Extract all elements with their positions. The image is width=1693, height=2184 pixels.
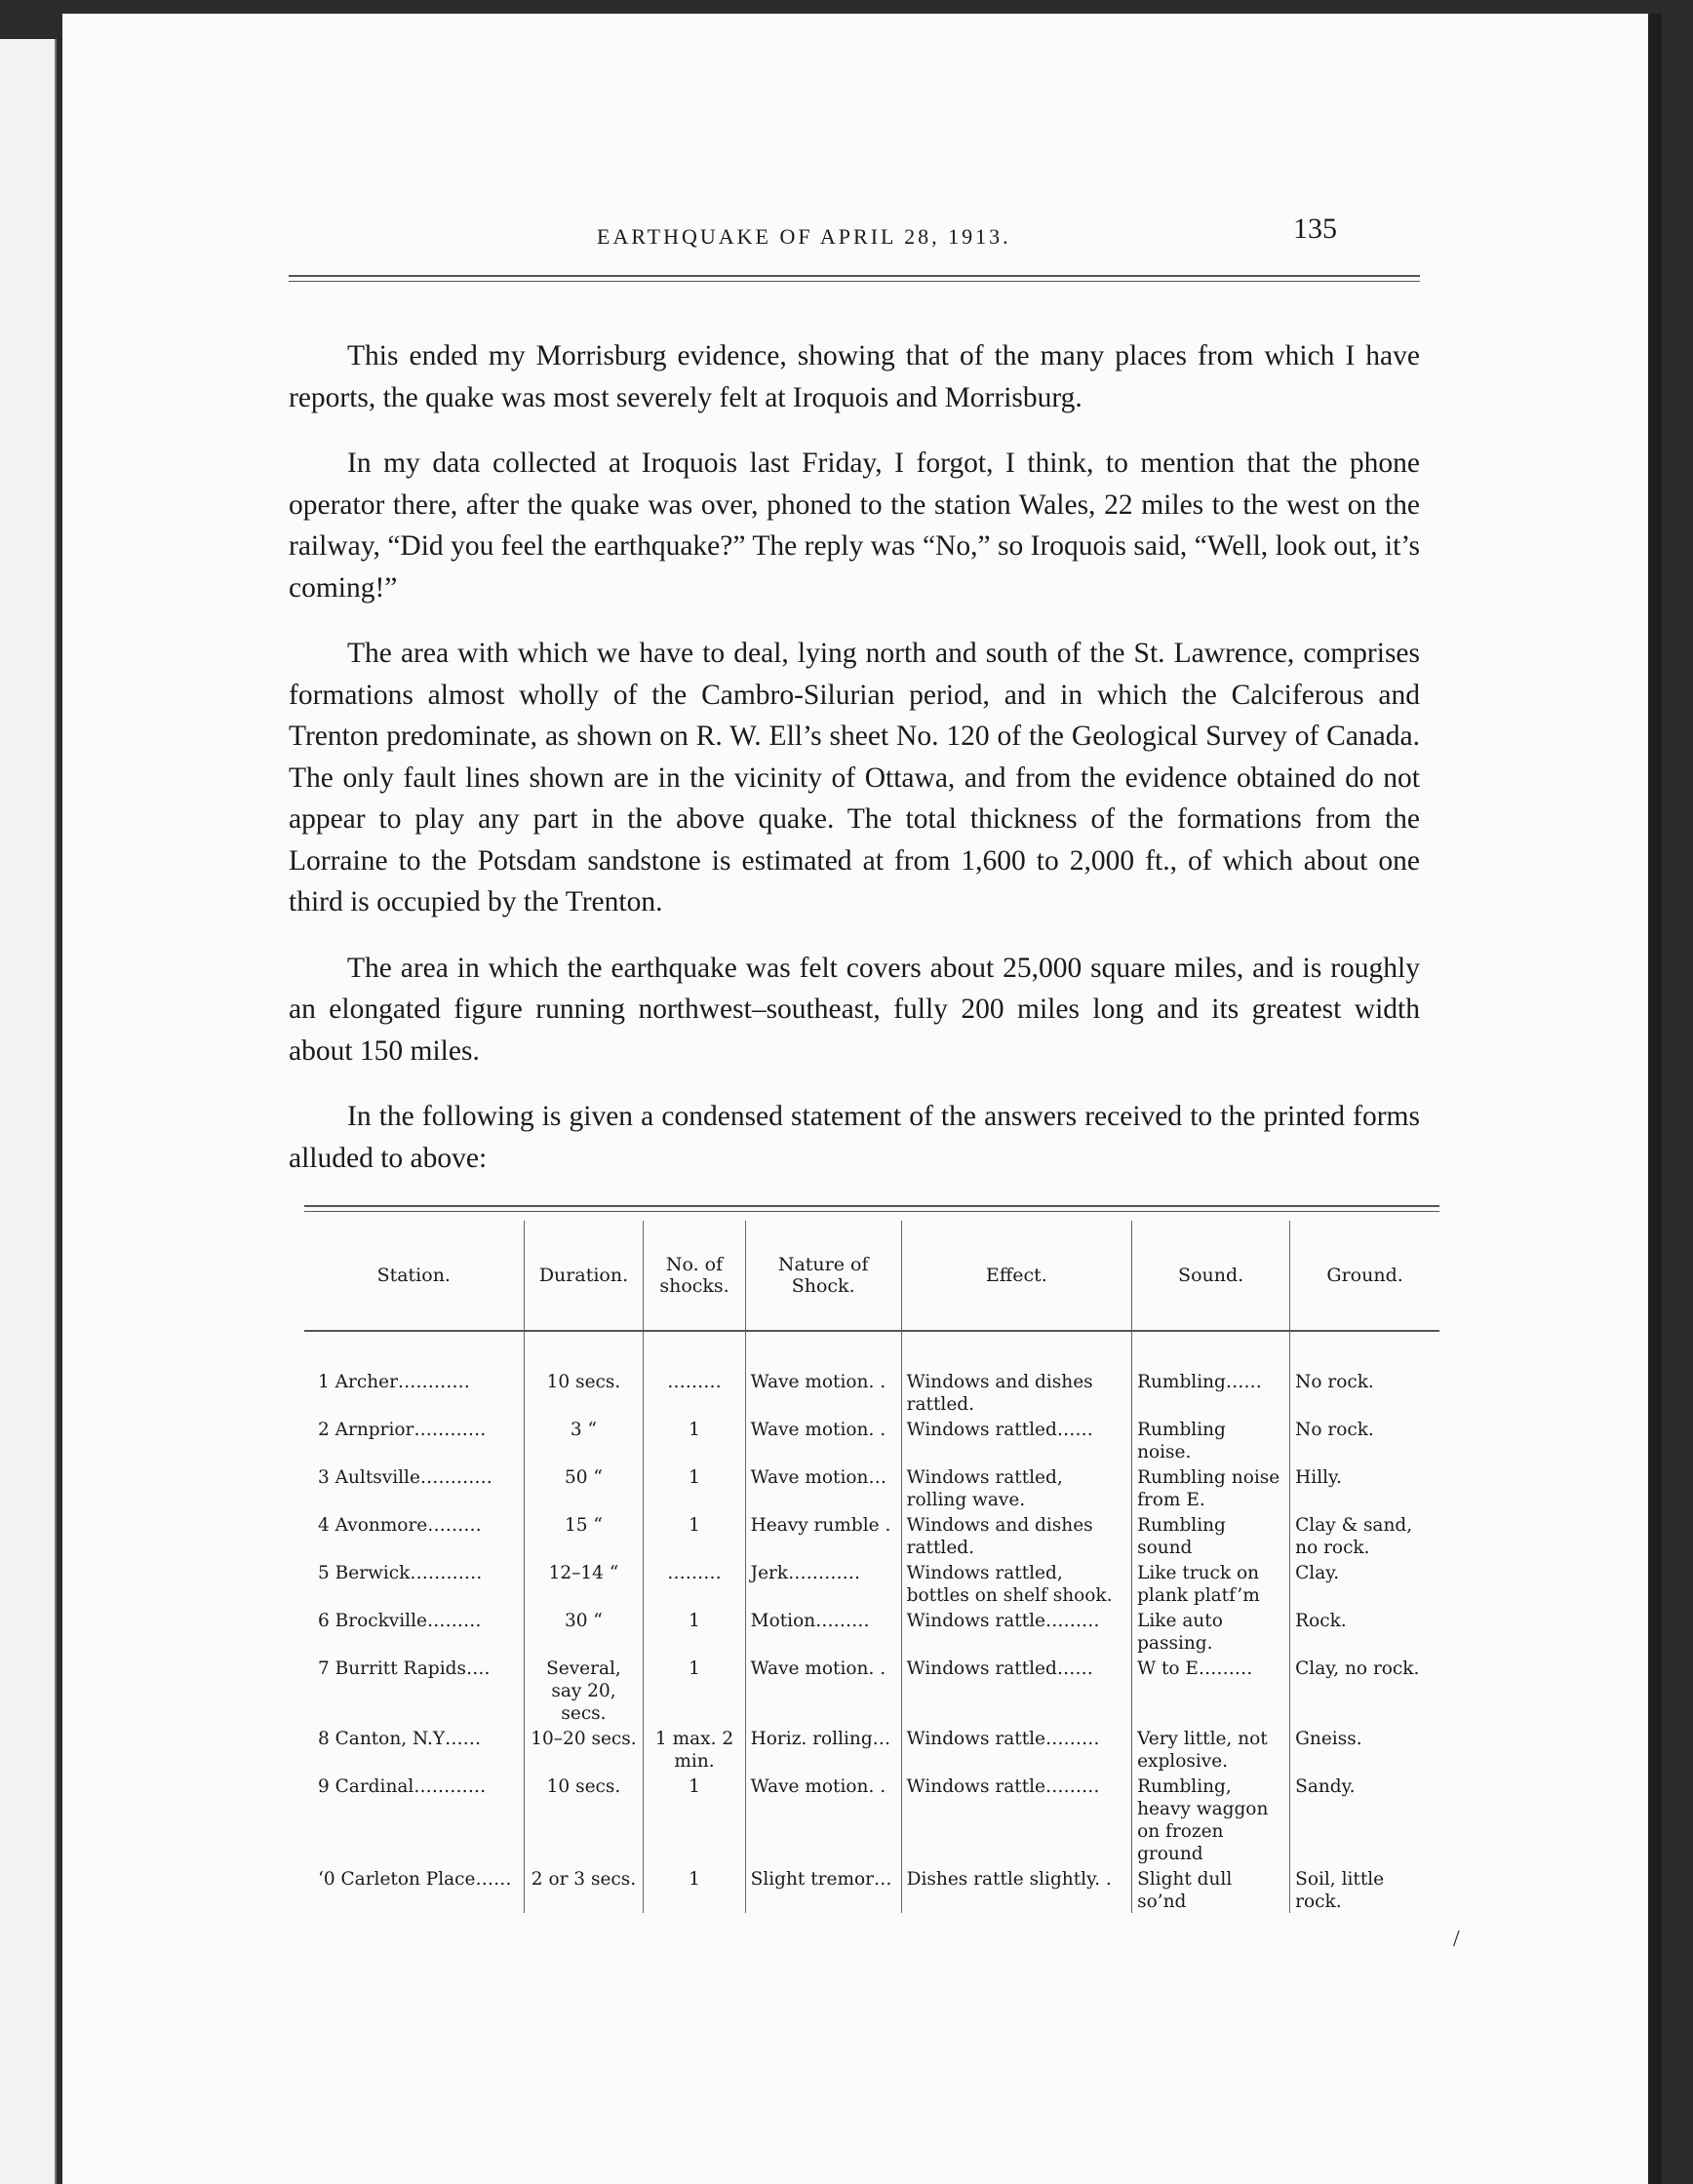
cell-sound: Very little, not explosive. <box>1132 1725 1290 1773</box>
table-row <box>304 1865 1439 1913</box>
cell-effect: Windows rattle……… <box>901 1725 1131 1773</box>
cell-nature: Wave motion. . <box>745 1655 901 1725</box>
cell-station: 1 Archer………… <box>318 1372 470 1392</box>
header-ground: Ground. <box>1290 1221 1439 1331</box>
cell-station: 5 Berwick………… <box>318 1563 483 1583</box>
cell-duration: 2 or 3 secs. <box>524 1865 644 1913</box>
cell-station: ‘0 Carleton Place…… <box>318 1869 512 1890</box>
cell-effect: Windows rattle……… <box>901 1607 1131 1655</box>
cell-shocks: 1 <box>644 1463 745 1511</box>
cell-station: 2 Arnprior………… <box>318 1420 487 1440</box>
cell-shocks: 1 <box>644 1655 745 1725</box>
page-number: 135 <box>1293 213 1337 245</box>
cell-sound: Slight dull so’nd <box>1132 1865 1290 1913</box>
table-row <box>304 1331 1439 1416</box>
cell-station: 7 Burritt Rapids…. <box>318 1658 491 1679</box>
cell-duration: 30 “ <box>524 1607 644 1655</box>
cell-sound: Like truck on plank platf’m <box>1132 1559 1290 1607</box>
cell-sound: Rumbling…… <box>1132 1331 1290 1416</box>
paragraph: In the following is given a condensed statement of the answers received to the printed forms alluded to above: <box>289 1101 1420 1174</box>
cell-station: 3 Aultsville………… <box>318 1467 492 1488</box>
cell-ground: No rock. <box>1290 1416 1439 1463</box>
cell-shocks: 1 <box>644 1865 745 1913</box>
cell-duration: 10 secs. <box>524 1331 644 1416</box>
cell-duration: 15 “ <box>524 1511 644 1559</box>
table-row <box>304 1559 1439 1607</box>
cell-nature: Motion……… <box>745 1607 901 1655</box>
cell-duration: 10–20 secs. <box>524 1725 644 1773</box>
cell-station: 9 Cardinal………… <box>318 1776 487 1797</box>
cell-duration: Several, say 20, secs. <box>524 1655 644 1725</box>
book-page <box>62 14 1662 2184</box>
cell-station: 6 Brockville……… <box>318 1611 482 1631</box>
cell-sound: Rumbling noise from E. <box>1132 1463 1290 1511</box>
cell-nature: Slight tremor… <box>745 1865 901 1913</box>
cell-duration: 12–14 “ <box>524 1559 644 1607</box>
cell-effect: Windows and dishes rattled. <box>901 1511 1131 1559</box>
cell-nature: Wave motion. . <box>745 1416 901 1463</box>
paragraph: The area with which we have to deal, lying north and south of the St. Lawrence, comprises formations almost wholly of the Cambro-Silurian period, and in which the Calciferous and Trenton predominate, as shown on R. W. Ell’s sheet No. 120 of the Geological Survey of Canada. The only fault lines shown are in the vicinity of Ottawa, and from the evidence obtained do not appear to play any part in the above quake. The total thickness of the formations from the Lorraine to the Potsdam sandstone is estimated at from 1,600 to 2,000 ft., of which about one third is occupied by the Trenton. <box>289 638 1420 917</box>
table-row <box>304 1511 1439 1559</box>
cell-ground: Hilly. <box>1290 1463 1439 1511</box>
cell-nature: Wave motion. . <box>745 1331 901 1416</box>
cell-nature: Heavy rumble . <box>745 1511 901 1559</box>
cell-ground: Gneiss. <box>1290 1725 1439 1773</box>
cell-ground: Rock. <box>1290 1607 1439 1655</box>
cell-station: 4 Avonmore……… <box>318 1515 482 1536</box>
cell-station: 8 Canton, N.Y…… <box>318 1729 482 1749</box>
cell-ground: No rock. <box>1290 1331 1439 1416</box>
table-top-rule-thin <box>304 1211 1439 1212</box>
paragraph: The area in which the earthquake was felt covers about 25,000 square miles, and is roughly an elongated figure running northwest–southeast, fully 200 miles long and its greatest width about 150 miles. <box>289 952 1420 1067</box>
cell-ground: Sandy. <box>1290 1773 1439 1865</box>
cell-ground: Soil, little rock. <box>1290 1865 1439 1913</box>
cell-duration: 3 “ <box>524 1416 644 1463</box>
cell-shocks: ……… <box>644 1331 745 1416</box>
body-text <box>289 335 1420 1203</box>
table-row <box>304 1725 1439 1773</box>
table-row <box>304 1655 1439 1725</box>
table-row <box>304 1773 1439 1865</box>
cell-sound: Rumbling noise. <box>1132 1416 1290 1463</box>
cell-shocks: 1 <box>644 1607 745 1655</box>
table-header-row <box>304 1221 1439 1331</box>
cell-ground: Clay & sand, no rock. <box>1290 1511 1439 1559</box>
header-station: Station. <box>304 1221 524 1331</box>
header-nature: Nature of Shock. <box>745 1221 901 1331</box>
header-rule-thin <box>289 281 1420 282</box>
cell-shocks: 1 <box>644 1511 745 1559</box>
cell-nature: Wave motion. . <box>745 1773 901 1865</box>
cell-sound: Rumbling, heavy waggon on frozen ground <box>1132 1773 1290 1865</box>
cell-shocks: 1 <box>644 1416 745 1463</box>
header-duration: Duration. <box>524 1221 644 1331</box>
header-sound: Sound. <box>1132 1221 1290 1331</box>
cell-duration: 10 secs. <box>524 1773 644 1865</box>
cell-shocks: 1 max. 2 min. <box>644 1725 745 1773</box>
cell-effect: Windows rattled, rolling wave. <box>901 1463 1131 1511</box>
page-shadow-edge <box>1648 14 1662 2184</box>
header-shocks: No. of shocks. <box>644 1221 745 1331</box>
cell-effect: Windows rattled…… <box>901 1655 1131 1725</box>
cell-sound: W to E……… <box>1132 1655 1290 1725</box>
cell-ground: Clay, no rock. <box>1290 1655 1439 1725</box>
running-title: EARTHQUAKE OF APRIL 28, 1913. <box>597 224 1011 249</box>
table-row <box>304 1416 1439 1463</box>
cell-ground: Clay. <box>1290 1559 1439 1607</box>
cell-duration: 50 “ <box>524 1463 644 1511</box>
cell-sound: Rumbling sound <box>1132 1511 1290 1559</box>
table-top-rule <box>304 1205 1439 1207</box>
cell-shocks: ……… <box>644 1559 745 1607</box>
paragraph: In my data collected at Iroquois last Friday, I forgot, I think, to mention that the phone operator there, after the quake was over, phoned to the station Wales, 22 miles to the west on the railway, “Did you feel the earthquake?” The reply was “No,” so Iroquois said, “Well, look out, it’s coming!” <box>289 448 1420 604</box>
cell-nature: Horiz. rolling… <box>745 1725 901 1773</box>
table-row <box>304 1463 1439 1511</box>
header-rule <box>289 275 1420 277</box>
cell-nature: Jerk………… <box>745 1559 901 1607</box>
table-row <box>304 1607 1439 1655</box>
paragraph: This ended my Morrisburg evidence, showing that of the many places from which I have reports, the quake was most severely felt at Iroquois and Morrisburg. <box>289 340 1420 413</box>
cell-sound: Like auto passing. <box>1132 1607 1290 1655</box>
cell-nature: Wave motion… <box>745 1463 901 1511</box>
cell-effect: Windows and dishes rattled. <box>901 1331 1131 1416</box>
facing-page-edge <box>0 39 57 2184</box>
earthquake-reports-table <box>304 1221 1439 1913</box>
stray-pencil-mark: / <box>1453 1927 1460 1952</box>
cell-effect: Dishes rattle slightly. . <box>901 1865 1131 1913</box>
cell-shocks: 1 <box>644 1773 745 1865</box>
header-effect: Effect. <box>901 1221 1131 1331</box>
cell-effect: Windows rattle……… <box>901 1773 1131 1865</box>
cell-effect: Windows rattled, bottles on shelf shook. <box>901 1559 1131 1607</box>
cell-effect: Windows rattled…… <box>901 1416 1131 1463</box>
